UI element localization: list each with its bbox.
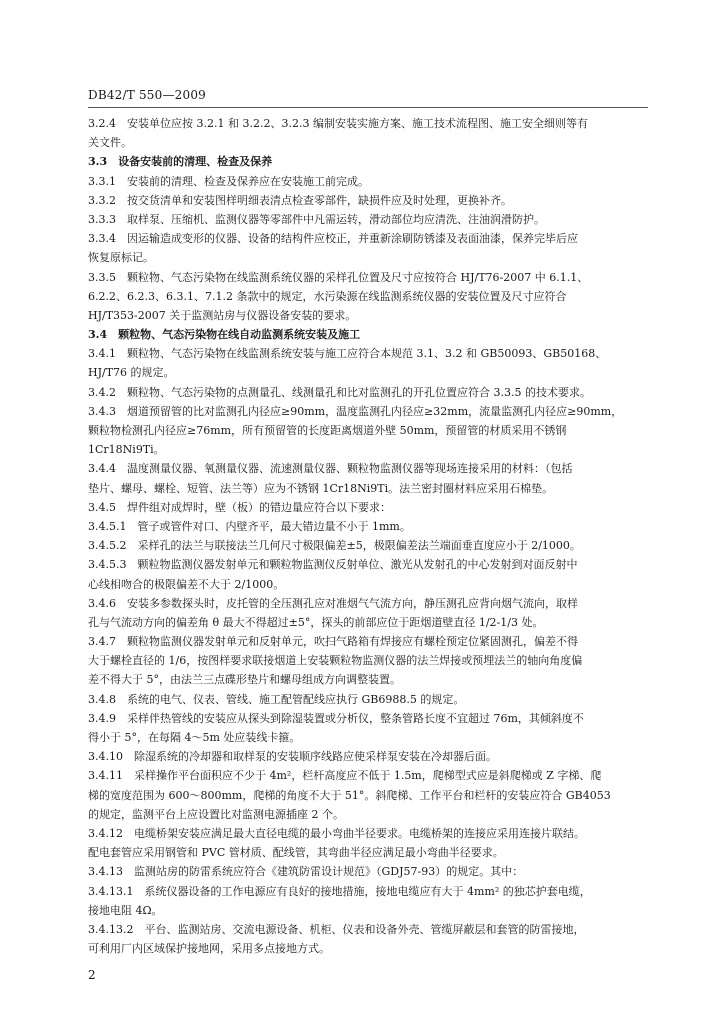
- text-line: 的规定，监测平台上应设置比对监测电源插座 2 个。: [88, 807, 344, 821]
- text-line: 3.4.5.2 采样孔的法兰与联接法兰几何尺寸极限偏差±5，极限偏差法兰端面垂直度应小于 2/1000。: [88, 539, 581, 553]
- text-line: 3.3.4 因运输造成变形的仪器、设备的结构件应校正，并重新涂刷防锈漆及表面油漆，保养完毕后应: [88, 232, 578, 246]
- text-line: 3.4.8 系统的电气、仪表、管线、施工配管配线应执行 GB6988.5 的规定。: [88, 692, 465, 706]
- section-heading: 3.3 设备安装前的清理、检查及保养: [88, 155, 273, 169]
- page-number: 2: [88, 968, 96, 982]
- text-line: 3.3.1 安装前的清理、检查及保养应在安装施工前完成。: [88, 174, 369, 188]
- text-line: 3.4.2 颗粒物、气态污染物的点测量孔、线测量孔和比对监测孔的开孔位置应符合 3.3.5 的技术要求。: [88, 385, 591, 399]
- text-line: 3.4.9 采样伴热管线的安装应从探头到除湿装置或分析仪，整条管路长度不宜超过 76m，其倾斜度不: [88, 711, 584, 725]
- text-line: 孔与气流动方向的偏差角 θ 最大不得超过±5°，探头的前部应位于距烟道壁直径 1/2-1/3 处。: [88, 615, 544, 629]
- text-line: 垫片、螺母、螺栓、短管、法兰等）应为不锈钢 1Cr18Ni9Ti。法兰密封圈材料应采用石棉垫。: [88, 481, 554, 495]
- text-line: 3.3.2 按交货清单和安装图样明细表清点检查零部件，缺损件应及时处理，更换补齐。: [88, 193, 512, 207]
- text-line: 心线相吻合的极限偏差不大于 2/1000。: [88, 577, 285, 591]
- text-line: 关文件。: [88, 136, 132, 150]
- section-heading: 3.4 颗粒物、气态污染物在线自动监测系统安装及施工: [88, 328, 361, 342]
- text-line: 3.4.4 温度测量仪器、氧测量仪器、流速测量仪器、颗粒物监测仪器等现场连接采用的材料：（包括: [88, 462, 573, 476]
- text-line: 3.4.12 电缆桥架安装应满足最大直径电缆的最小弯曲半径要求。电缆桥架的连接应采用连接片联结。: [88, 826, 585, 840]
- text-line: 接地电阻 4Ω。: [88, 903, 163, 917]
- text-line: 差不得大于 5°，由法兰三点碟形垫片和螺母组成方向调整装置。: [88, 673, 401, 687]
- text-line: 大于螺栓直径的 1/6，按图样要求联接烟道上安装颗粒物监测仪器的法兰焊接或预埋法兰的轴向角度偏: [88, 654, 583, 668]
- text-line: 3.4.5 焊件组对成焊时，壁（板）的错边量应符合以下要求：: [88, 500, 391, 514]
- text-line: 3.4.6 安装多参数探头时，皮托管的全压测孔应对准烟气气流方向，静压测孔应背向烟气流向，取样: [88, 596, 578, 610]
- text-line: 3.4.3 烟道预留管的比对监测孔内径应≥90mm，温度监测孔内径应≥32mm，流量监测孔内径应≥90mm，: [88, 404, 623, 418]
- text-line: 3.2.4 安装单位应按 3.2.1 和 3.2.2、3.2.3 编制安装实施方案、施工技术流程图、施工安全细则等有: [88, 117, 588, 130]
- text-line: 配电套管应采用钢管和 PVC 管材质、配线管，其弯曲半径应满足最小弯曲半径要求。: [88, 846, 504, 860]
- document-code: DB42/T 550—2009: [88, 88, 207, 102]
- text-line: 6.2.2、6.2.3、6.3.1、7.1.2 条款中的规定，水污染源在线监测系统仪器的安装位置及尺寸应符合: [88, 289, 567, 303]
- text-line: 梯的宽度范围为 600～800mm，爬梯的角度不大于 51°。斜爬梯、工作平台和栏杆的安装应符合 GB4053: [88, 788, 611, 802]
- text-line: 3.3.3 取样泵、压缩机、监测仪器等零部件中凡需运转，滑动部位均应清洗、注油润滑防护。: [88, 212, 545, 226]
- text-line: 可利用厂内区域保护接地网，采用多点接地方式。: [88, 942, 330, 956]
- text-line: 3.4.5.1 管子或管件对口、内壁齐平，最大错边量不小于 1mm。: [88, 519, 411, 533]
- text-line: 3.4.1 颗粒物、气态污染物在线监测系统安装与施工应符合本规范 3.1、3.2 和 GB50093、GB50168、: [88, 347, 607, 361]
- text-line: 3.4.5.3 颗粒物监测仪器发射单元和颗粒物监测仪反射单位、激光从发射孔的中心发射到对面反射中: [88, 558, 578, 572]
- text-line: 恢复原标记。: [88, 251, 154, 265]
- text-line: 3.4.11 采样操作平台面积应不少于 4m²，栏杆高度应不低于 1.5m，爬梯型式应是斜爬梯或 Z 字梯、爬: [88, 769, 602, 783]
- header-rule: [88, 107, 648, 108]
- text-line: 得小于 5°，在每隔 4～5m 处应装线卡箍。: [88, 731, 301, 744]
- text-line: 3.4.13.1 系统仪器设备的工作电源应有良好的接地措施，接地电缆应有大于 4mm² 的独芯护套电缆，: [88, 884, 591, 898]
- text-line: 3.4.13.2 平台、监测站房、交流电源设备、机柜、仪表和设备外壳、管缆屏蔽层和套管的防雷接地，: [88, 922, 585, 936]
- text-line: HJ/T353-2007 关于监测站房与仪器设备安装的要求。: [88, 308, 357, 322]
- document-body: [88, 114, 654, 958]
- text-line: 3.4.7 颗粒物监测仪器发射单元和反射单元，吹扫气路箱有焊接应有螺栓预定位紧固测孔，偏差不得: [88, 635, 578, 649]
- text-line: 3.3.5 颗粒物、气态污染物在线监测系统仪器的采样孔位置及尺寸应按符合 HJ/T76-2007 中 6.1.1、: [88, 270, 589, 284]
- text-line: 颗粒物检测孔内径应≥76mm，所有预留管的长度距离烟道外壁 50mm，预留管的材质采用不锈钢: [88, 424, 567, 437]
- text-line: 3.4.10 除湿系统的冷却器和取样泵的安装顺序线路应使采样泵安装在冷却器后面。: [88, 750, 497, 764]
- text-line: 1Cr18Ni9Ti。: [88, 443, 165, 457]
- text-line: HJ/T76 的规定。: [88, 366, 175, 380]
- text-line: 3.4.13 监测站房的防雷系统应符合《建筑防雷设计规范》（GDJ57-93）的规定。其中：: [88, 865, 524, 879]
